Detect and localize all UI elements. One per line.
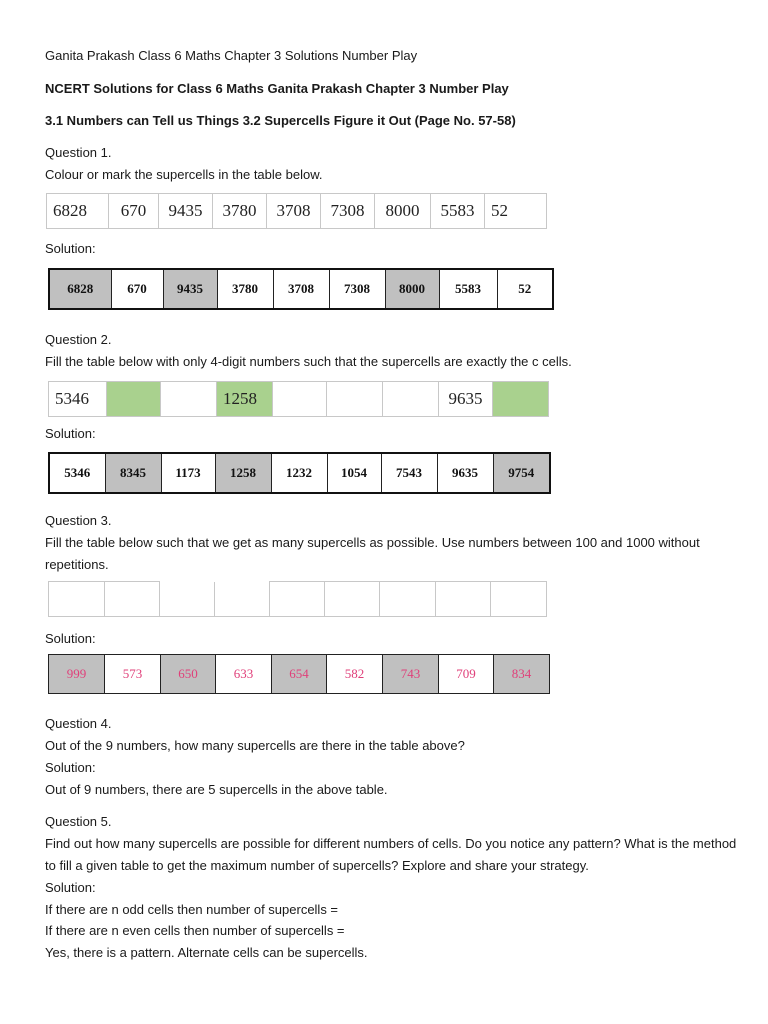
- q1-sol-cell-8: 5583: [439, 269, 497, 309]
- q1-cell-6: 7308: [321, 194, 375, 229]
- q1-cell-7: 8000: [375, 194, 431, 229]
- q2-cell-4: 1258: [217, 382, 273, 417]
- q3-sol-cell-4: 633: [216, 655, 272, 694]
- q1-sol-cell-6: 7308: [329, 269, 385, 309]
- q2-sol-cell-4: 1258: [215, 453, 271, 493]
- q4-text: Out of the 9 numbers, how many supercells are there in the table above?: [45, 738, 465, 753]
- q3-sol-cell-9: 834: [494, 655, 550, 694]
- q3-sol-cell-2: 573: [105, 655, 161, 694]
- q2-cell-9: [493, 382, 549, 417]
- q1-cell-1: 6828: [47, 194, 109, 229]
- q2-sol-cell-8: 9635: [437, 453, 493, 493]
- q5-answer-pattern: Yes, there is a pattern. Alternate cells can be supercells.: [45, 945, 368, 960]
- q3-cell-5: [270, 582, 325, 617]
- q2-solution-label: Solution:: [45, 426, 96, 441]
- q1-cell-8: 5583: [431, 194, 485, 229]
- q1-sol-cell-7: 8000: [385, 269, 439, 309]
- q3-sol-cell-8: 709: [439, 655, 494, 694]
- q1-cell-9: 52: [485, 194, 547, 229]
- q2-table: [48, 381, 549, 417]
- q1-solution-table: [48, 268, 554, 310]
- q2-text: Fill the table below with only 4-digit numbers such that the supercells are exactly the c cells.: [45, 354, 572, 369]
- q3-table: [48, 581, 547, 617]
- q3-sol-cell-6: 582: [327, 655, 383, 694]
- q1-sol-cell-9: 52: [497, 269, 553, 309]
- q1-sol-cell-5: 3708: [273, 269, 329, 309]
- q3-cell-7: [380, 582, 436, 617]
- q1-cell-4: 3780: [213, 194, 267, 229]
- q3-cell-1: [49, 582, 105, 617]
- q1-solution-row: [49, 269, 553, 309]
- q5-answer-odd: If there are n odd cells then number of supercells =: [45, 902, 339, 917]
- q4-solution-label: Solution:: [45, 760, 96, 775]
- q2-sol-cell-2: 8345: [105, 453, 161, 493]
- q2-sol-cell-9: 9754: [493, 453, 550, 493]
- q3-sol-cell-3: 650: [161, 655, 216, 694]
- q1-sol-cell-2: 670: [111, 269, 163, 309]
- q1-text: Colour or mark the supercells in the table below.: [45, 167, 323, 182]
- q2-solution-table: [48, 452, 551, 494]
- q2-sol-cell-1: 5346: [49, 453, 105, 493]
- q1-cell-2: 670: [109, 194, 159, 229]
- q2-cell-1: 5346: [49, 382, 107, 417]
- q3-sol-cell-7: 743: [383, 655, 439, 694]
- q3-heading: Question 3.: [45, 513, 112, 528]
- q3-cell-4: [215, 582, 270, 617]
- q3-cell-3: [160, 582, 215, 617]
- q3-cell-6: [325, 582, 380, 617]
- q3-cell-2: [105, 582, 160, 617]
- page-subtitle: NCERT Solutions for Class 6 Maths Ganita Prakash Chapter 3 Number Play: [45, 81, 509, 96]
- q1-table: [46, 193, 547, 229]
- q2-table-row: [49, 382, 549, 417]
- q1-table-row: [47, 194, 547, 229]
- q5-heading: Question 5.: [45, 814, 112, 829]
- q2-cell-2: [107, 382, 161, 417]
- q3-solution-label: Solution:: [45, 631, 96, 646]
- q2-sol-cell-7: 7543: [381, 453, 437, 493]
- q2-sol-cell-3: 1173: [161, 453, 215, 493]
- q1-sol-cell-4: 3780: [217, 269, 273, 309]
- q3-solution-table: [48, 654, 550, 694]
- q1-sol-cell-1: 6828: [49, 269, 111, 309]
- q5-text: Find out how many supercells are possible for different numbers of cells. Do you notice any pattern? What is the method to fill a given table to get the maximum number of supercells? Explore and share your strategy.: [45, 836, 737, 873]
- q3-sol-cell-5: 654: [272, 655, 327, 694]
- q2-cell-5: [273, 382, 327, 417]
- q3-text: Fill the table below such that we get as many supercells as possible. Use numbers between 100 and 1000 without repetitions.: [45, 535, 700, 572]
- q2-cell-8: 9635: [439, 382, 493, 417]
- q2-cell-7: [383, 382, 439, 417]
- q5-solution-label: Solution:: [45, 880, 96, 895]
- q2-heading: Question 2.: [45, 332, 112, 347]
- q4-answer: Out of 9 numbers, there are 5 supercells in the above table.: [45, 782, 388, 797]
- q1-cell-3: 9435: [159, 194, 213, 229]
- q1-sol-cell-3: 9435: [163, 269, 217, 309]
- q2-cell-3: [161, 382, 217, 417]
- q1-heading: Question 1.: [45, 145, 112, 160]
- q5-answer-even: If there are n even cells then number of supercells =: [45, 923, 345, 938]
- q2-solution-row: [49, 453, 550, 493]
- q3-solution-row: [49, 655, 550, 694]
- q2-sol-cell-6: 1054: [327, 453, 381, 493]
- q4-heading: Question 4.: [45, 716, 112, 731]
- q3-cell-9: [491, 582, 547, 617]
- q2-cell-6: [327, 382, 383, 417]
- page-title: Ganita Prakash Class 6 Maths Chapter 3 Solutions Number Play: [45, 48, 418, 63]
- q3-cell-8: [436, 582, 491, 617]
- q1-solution-label: Solution:: [45, 241, 96, 256]
- q3-sol-cell-1: 999: [49, 655, 105, 694]
- q3-table-row: [49, 582, 547, 617]
- q2-sol-cell-5: 1232: [271, 453, 327, 493]
- section-heading: 3.1 Numbers can Tell us Things 3.2 Supercells Figure it Out (Page No. 57-58): [45, 113, 516, 128]
- q1-cell-5: 3708: [267, 194, 321, 229]
